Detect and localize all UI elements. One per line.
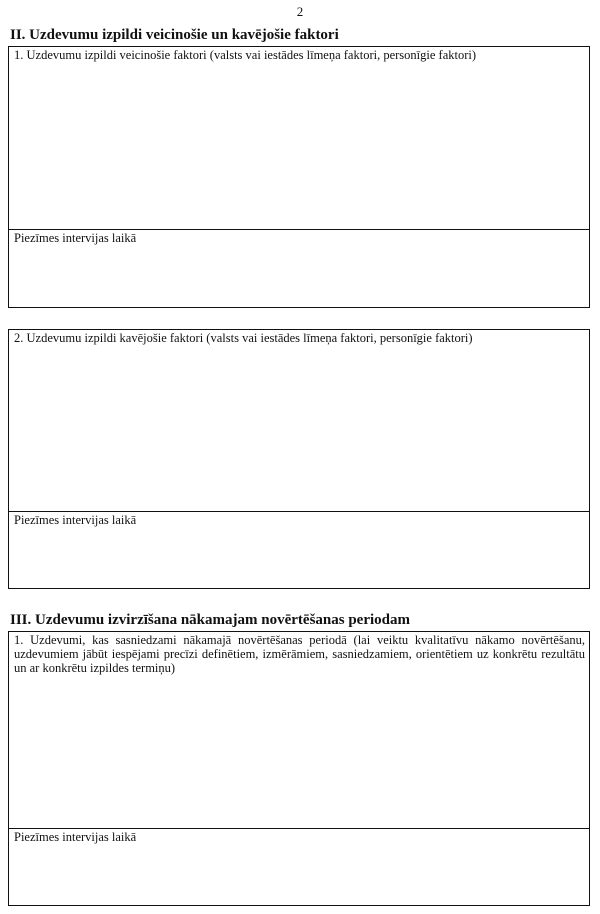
facilitating-factors-box <box>8 46 590 308</box>
hindering-factors-notes-label: Piezīmes intervijas laikā <box>14 513 137 527</box>
hindering-factors-box <box>8 329 590 589</box>
page-number: 2 <box>296 4 304 19</box>
section-iii-heading: III. Uzdevumu izvirzīšana nākamajam novērtēšanas periodam <box>10 612 410 628</box>
next-period-tasks-notes-label: Piezīmes intervijas laikā <box>14 830 137 844</box>
section-ii-heading: II. Uzdevumu izpildi veicinošie un kavējošie faktori <box>10 27 339 43</box>
facilitating-factors-field[interactable] <box>9 47 589 229</box>
next-period-tasks-notes-field[interactable] <box>9 828 589 905</box>
hindering-factors-notes-field[interactable] <box>9 511 589 588</box>
next-period-tasks-label: 1. Uzdevumi, kas sasniedzami nākamajā novērtēšanas periodā (lai veiktu kvalitatīvu nākamo novērtēšanu, uzdevumiem jābūt iespējami precīzi definētiem, izmērāmiem, sasniedzamiem, orientētiem uz konkrētu rezultātu un ar konkrētu izpildes termiņu) <box>14 633 585 675</box>
hindering-factors-label: 2. Uzdevumu izpildi kavējošie faktori (valsts vai iestādes līmeņa faktori, personīgie faktori) <box>14 331 473 345</box>
facilitating-factors-label: 1. Uzdevumu izpildi veicinošie faktori (valsts vai iestādes līmeņa faktori, personīgie faktori) <box>14 48 477 62</box>
hindering-factors-field[interactable] <box>9 330 589 511</box>
facilitating-factors-notes-field[interactable] <box>9 229 589 307</box>
next-period-tasks-box <box>8 631 590 906</box>
facilitating-factors-notes-label: Piezīmes intervijas laikā <box>14 231 137 245</box>
next-period-tasks-field[interactable] <box>9 632 589 828</box>
